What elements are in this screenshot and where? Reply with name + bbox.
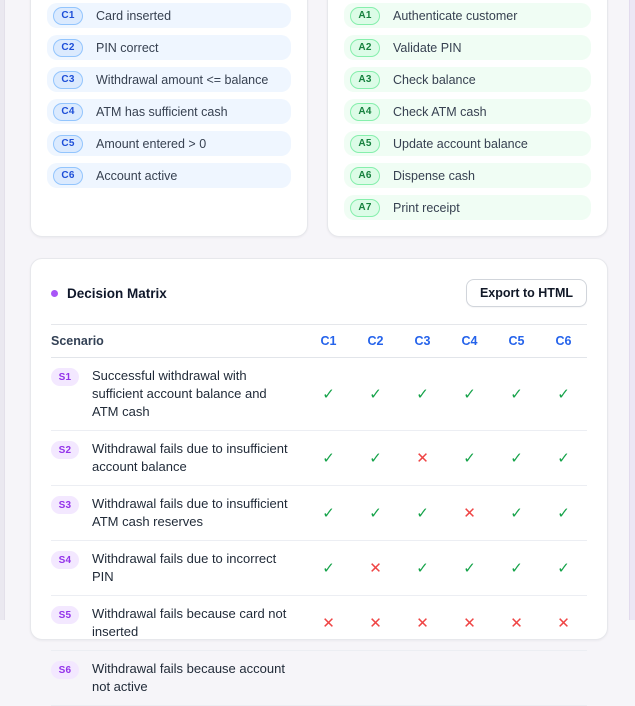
action-badge: A2 [350, 39, 380, 57]
decision-matrix-header [51, 279, 587, 307]
condition-item [47, 67, 291, 92]
check-icon: ✓ [510, 449, 523, 467]
action-label: Validate PIN [393, 40, 462, 55]
action-item [344, 67, 591, 92]
right-edge-decoration [629, 0, 635, 620]
condition-badge: C4 [53, 103, 83, 121]
top-cards-row [30, 0, 608, 237]
condition-column-header: C2 [367, 334, 384, 348]
condition-badge: C3 [53, 71, 83, 89]
table-row [51, 358, 587, 431]
cross-icon: ✕ [510, 614, 523, 632]
check-icon: ✓ [510, 385, 523, 403]
cross-icon: ✕ [416, 614, 429, 632]
scenario-label: Withdrawal fails due to incorrect PIN [92, 551, 277, 584]
condition-item [47, 99, 291, 124]
action-item [344, 35, 591, 60]
action-badge: A1 [350, 7, 380, 25]
check-icon: ✓ [369, 449, 382, 467]
check-icon: ✓ [557, 449, 570, 467]
check-icon: ✓ [322, 385, 335, 403]
action-badge: A6 [350, 167, 380, 185]
action-item [344, 99, 591, 124]
scenario-cell [51, 596, 305, 651]
scenario-label: Successful withdrawal with sufficient account balance and ATM cash [92, 368, 267, 419]
condition-label: PIN correct [96, 40, 159, 55]
action-item [344, 195, 591, 220]
actions-card [327, 0, 608, 237]
scenario-cell [51, 541, 305, 596]
condition-item [47, 163, 291, 188]
condition-item [47, 131, 291, 156]
decision-matrix-card [30, 258, 608, 694]
decision-matrix-title-wrap [51, 286, 167, 301]
action-badge: A4 [350, 103, 380, 121]
scenario-badge: S2 [51, 441, 79, 459]
table-row [51, 596, 587, 651]
scenario-cell [51, 358, 305, 431]
condition-badge: C2 [53, 39, 83, 57]
scenario-cell [51, 431, 305, 486]
action-item [344, 163, 591, 188]
cross-icon: ✕ [369, 614, 382, 632]
scenario-label: Withdrawal fails because account not active [92, 661, 285, 694]
action-label: Check ATM cash [393, 104, 487, 119]
conditions-card [30, 0, 308, 237]
conditions-list [47, 3, 291, 188]
check-icon: ✓ [369, 385, 382, 403]
empty-mark [446, 651, 493, 706]
action-label: Update account balance [393, 136, 528, 151]
purple-dot-icon [51, 290, 58, 297]
scenario-badge: S3 [51, 496, 79, 514]
action-label: Check balance [393, 72, 476, 87]
left-edge-decoration [0, 0, 5, 620]
condition-label: Amount entered > 0 [96, 136, 207, 151]
action-label: Dispense cash [393, 168, 475, 183]
action-label: Authenticate customer [393, 8, 518, 23]
check-icon: ✓ [463, 559, 476, 577]
cross-icon: ✕ [463, 504, 476, 522]
condition-badge: C6 [53, 167, 83, 185]
condition-item [47, 3, 291, 28]
check-icon: ✓ [322, 504, 335, 522]
empty-mark [305, 651, 352, 706]
condition-column-header: C4 [461, 334, 478, 348]
check-icon: ✓ [416, 385, 429, 403]
action-badge: A5 [350, 135, 380, 153]
check-icon: ✓ [557, 504, 570, 522]
condition-label: Withdrawal amount <= balance [96, 72, 269, 87]
action-badge: A3 [350, 71, 380, 89]
empty-mark [399, 651, 446, 706]
action-label: Print receipt [393, 200, 460, 215]
condition-column-header: C3 [414, 334, 431, 348]
table-body [51, 358, 587, 706]
condition-label: ATM has sufficient cash [96, 104, 228, 119]
check-icon: ✓ [557, 385, 570, 403]
scenario-label: Withdrawal fails due to insufficient account balance [92, 441, 288, 474]
check-icon: ✓ [557, 559, 570, 577]
scenario-badge: S5 [51, 606, 79, 624]
check-icon: ✓ [322, 559, 335, 577]
condition-column-header: C5 [508, 334, 525, 348]
condition-label: Card inserted [96, 8, 172, 23]
action-badge: A7 [350, 199, 380, 217]
decision-matrix-title: Decision Matrix [67, 285, 167, 301]
check-icon: ✓ [416, 504, 429, 522]
cross-icon: ✕ [557, 614, 570, 632]
table-row [51, 431, 587, 486]
cross-icon: ✕ [463, 614, 476, 632]
cross-icon: ✕ [416, 449, 429, 467]
empty-mark [493, 651, 540, 706]
scenario-column-header: Scenario [51, 334, 104, 348]
check-icon: ✓ [369, 504, 382, 522]
check-icon: ✓ [510, 559, 523, 577]
table-row [51, 486, 587, 541]
condition-column-header: C6 [555, 334, 572, 348]
scenario-label: Withdrawal fails because card not inserted [92, 606, 287, 639]
check-icon: ✓ [322, 449, 335, 467]
check-icon: ✓ [463, 385, 476, 403]
scenario-cell [51, 651, 305, 706]
condition-badge: C1 [53, 7, 83, 25]
actions-list [344, 3, 591, 220]
scenario-label: Withdrawal fails due to insufficient ATM cash reserves [92, 496, 288, 529]
decision-matrix-table [51, 324, 587, 706]
action-item [344, 131, 591, 156]
condition-column-header: C1 [320, 334, 337, 348]
table-header-row [51, 325, 587, 358]
condition-label: Account active [96, 168, 178, 183]
scenario-badge: S4 [51, 551, 79, 569]
empty-mark [540, 651, 587, 706]
table-row [51, 541, 587, 596]
scenario-badge: S6 [51, 661, 79, 679]
check-icon: ✓ [463, 449, 476, 467]
table-row [51, 651, 587, 706]
condition-badge: C5 [53, 135, 83, 153]
scenario-cell [51, 486, 305, 541]
check-icon: ✓ [416, 559, 429, 577]
scenario-badge: S1 [51, 368, 79, 386]
cross-icon: ✕ [322, 614, 335, 632]
export-to-html-button[interactable]: Export to HTML [466, 279, 587, 307]
empty-mark [352, 651, 399, 706]
cross-icon: ✕ [369, 559, 382, 577]
action-item [344, 3, 591, 28]
check-icon: ✓ [510, 504, 523, 522]
condition-item [47, 35, 291, 60]
